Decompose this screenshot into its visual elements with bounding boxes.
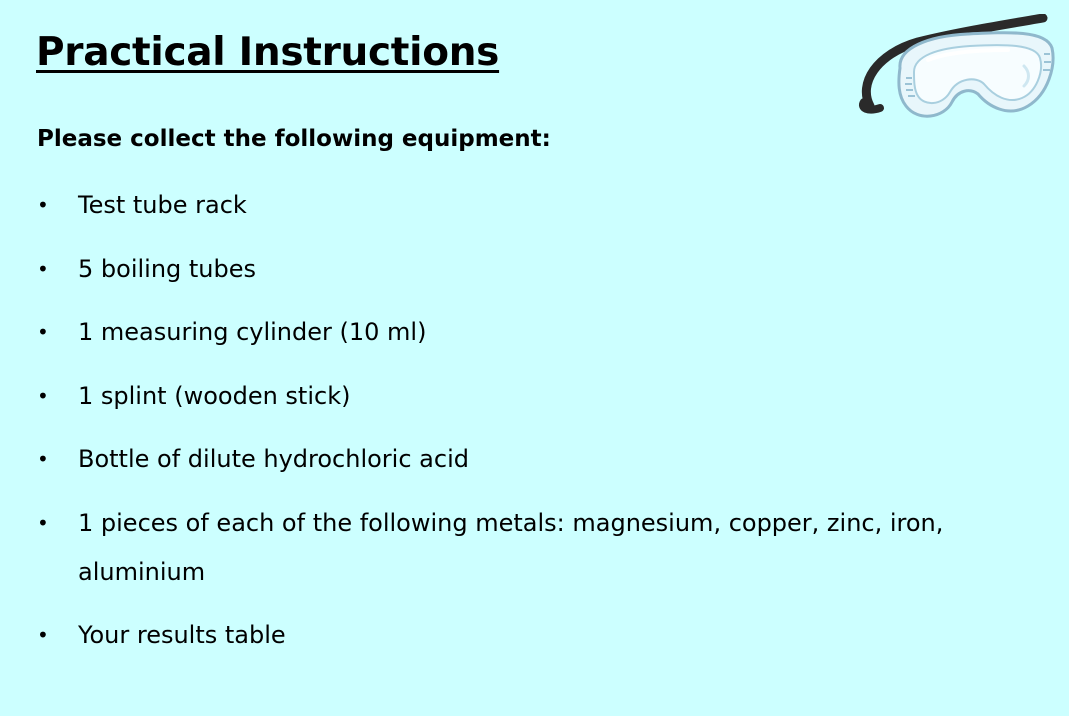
list-item-text: Test tube rack xyxy=(78,191,247,219)
bullet-icon: • xyxy=(37,447,49,471)
bullet-icon: • xyxy=(37,193,49,217)
list-item-text: Your results table xyxy=(78,621,286,649)
list-item-text: Bottle of dilute hydrochloric acid xyxy=(78,445,469,473)
list-item-text: 1 splint (wooden stick) xyxy=(78,382,351,410)
list-item-text: 1 measuring cylinder (10 ml) xyxy=(78,318,427,346)
list-item-text: 1 pieces of each of the following metals: magnesium, copper, zinc, iron, aluminium xyxy=(78,509,944,586)
bullet-icon: • xyxy=(37,320,49,344)
equipment-intro: Please collect the following equipment: xyxy=(37,126,551,152)
page-title: Practical Instructions xyxy=(36,30,500,75)
bullet-icon: • xyxy=(37,384,49,408)
list-item-text: 5 boiling tubes xyxy=(78,255,257,283)
bullet-icon: • xyxy=(37,257,49,281)
bullet-icon: • xyxy=(37,511,49,535)
safety-goggles-image xyxy=(858,14,1058,126)
bullet-icon: • xyxy=(37,623,49,647)
